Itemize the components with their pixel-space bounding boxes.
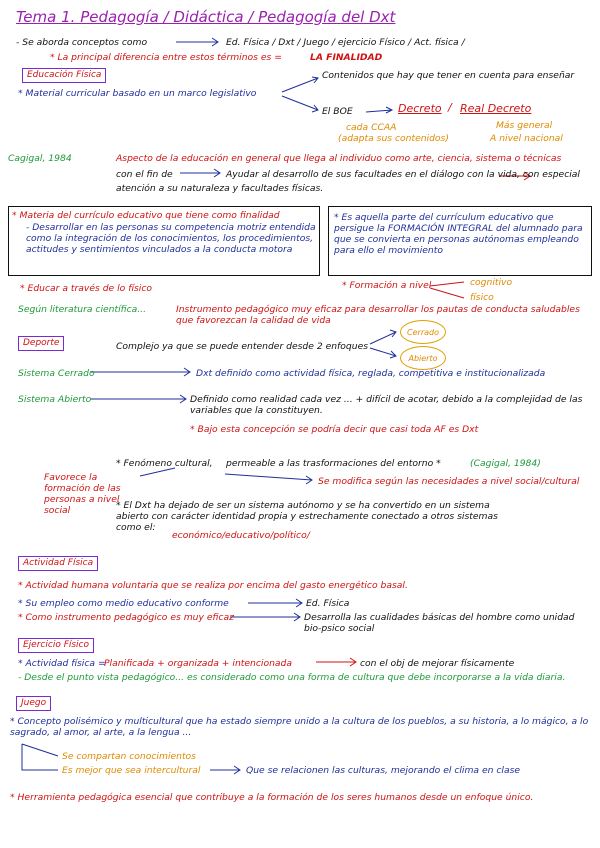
- ef-mas-general: Más general: [496, 120, 553, 131]
- cagigal-line2b: Ayudar al desarrollo de sus facultades en el diálogo con la vida, con especial: [226, 169, 580, 180]
- box-left-heading: * Materia del currículo educativo que tiene como finalidad: [12, 210, 280, 221]
- ef-adapta: (adapta sus contenidos): [338, 133, 449, 144]
- box-right-fisico: físico: [470, 292, 494, 303]
- intro-difference: * La principal diferencia entre estos términos es =: [50, 52, 282, 63]
- af-line1: * Actividad humana voluntaria que se realiza por encima del gasto energético basal.: [18, 580, 408, 591]
- af-line2b: Ed. Física: [306, 598, 350, 609]
- juego-line4: * Herramienta pedagógica esencial que contribuye a la formación de los seres humanos desde un enfoque único.: [10, 792, 534, 803]
- deporte-cerrado-circle: Cerrado: [400, 320, 446, 344]
- box-right-below: * Formación a nivel: [342, 280, 432, 291]
- juego-line1: * Concepto polisémico y multicultural que ha estado siempre unido a la cultura de los pueblos, a su historia, a lo mágico, a lo sagrado, al amor, al arte, a la lengua ...: [10, 716, 589, 738]
- ef-contenidos: Contenidos que hay que tener en cuenta para enseñar: [322, 70, 575, 81]
- ej-line1b: Planificada + organizada + intencionada: [104, 658, 292, 669]
- section-juego: Juego: [16, 696, 51, 711]
- ef-decreto: Decreto: [398, 102, 442, 115]
- fenomeno-dxt-list: económico/educativo/político/: [172, 530, 310, 541]
- juego-line2: Se compartan conocimientos: [62, 751, 196, 762]
- juego-line3: Es mejor que sea intercultural: [62, 765, 201, 776]
- sistema-abierto-text: Definido como realidad cada vez ... + difícil de acotar, debido a la complejidad de las variables que la constituyen.: [190, 394, 583, 416]
- box-right-cognitivo: cognitivo: [470, 277, 513, 288]
- ej-line1: * Actividad física =: [18, 658, 106, 669]
- intro-finality: LA FINALIDAD: [310, 52, 383, 63]
- fenomeno-cite: (Cagigal, 1984): [470, 458, 541, 469]
- af-line2: * Su empleo como medio educativo conforme: [18, 598, 229, 609]
- ef-cada-ccaa: cada CCAA: [346, 122, 397, 133]
- cagigal-line1: Aspecto de la educación en general que llega al individuo como arte, ciencia, sistema o técnicas: [116, 153, 562, 164]
- cagigal-line3: atención a su naturaleza y facultades físicas.: [116, 183, 324, 194]
- fenomeno-dxt: * El Dxt ha dejado de ser un sistema autónomo y se ha convertido en un sistema abierto con carácter identidad propia y estrechamente conectado a otros sistemas como el:: [116, 500, 498, 533]
- ej-line2: - Desde el punto vista pedagógico... es considerado como una forma de cultura que debe incorporarse a la vida diaria.: [18, 672, 566, 683]
- intro-line: - Se aborda conceptos como: [16, 37, 148, 48]
- ef-nivel-nacional: A nivel nacional: [490, 133, 563, 144]
- af-line3: * Como instrumento pedagógico es muy eficaz: [18, 612, 234, 623]
- literatura-text: Instrumento pedagógico muy eficaz para desarrollar los pautas de conducta saludables que favorezcan la calidad de vida: [176, 304, 580, 326]
- section-ejercicio-fisico: Ejercicio Físico: [18, 638, 94, 653]
- ef-material: * Material curricular basado en un marco legislativo: [18, 88, 257, 99]
- af-line3b: Desarrolla las cualidades básicas del hombre como unidad bio-psico social: [304, 612, 575, 634]
- sistema-abierto-note: * Bajo esta concepción se podría decir que casi toda AF es Dxt: [190, 424, 479, 435]
- fenomeno-favorece: Favorece la formación de las personas a nivel social: [44, 472, 121, 516]
- sistema-cerrado-label: Sistema Cerrado: [18, 368, 95, 379]
- box-left-below: * Educar a través de lo físico: [20, 283, 153, 294]
- fenomeno-modifica: Se modifica según las necesidades a nivel social/cultural: [318, 476, 580, 487]
- ej-line1c: con el obj de mejorar físicamente: [360, 658, 515, 669]
- section-educacion-fisica: Educación Física: [22, 68, 106, 83]
- section-actividad-fisica: Actividad Física: [18, 556, 98, 571]
- deporte-text: Complejo ya que se puede entender desde 2 enfoques: [116, 341, 369, 352]
- deporte-abierto-circle: Abierto: [400, 346, 446, 370]
- fenomeno-cultural: * Fenómeno cultural,: [116, 458, 213, 469]
- intro-terms: Ed. Física / Dxt / Juego / ejercicio Físico / Act. física /: [226, 37, 465, 48]
- box-right-body: * Es aquella parte del currículum educativo que persigue la FORMACIÓN INTEGRAL del alumnado para que se convierta en personas autónomas empleando para ello el movimiento: [334, 212, 583, 256]
- slash-divider: /: [448, 101, 452, 114]
- box-left-body: - Desarrollar en las personas su competencia motriz entendida como la integración de los conocimientos, los procedimientos, actitudes y sentimientos vinculados a la conducta motora: [26, 222, 316, 255]
- section-deporte: Deporte: [18, 336, 64, 351]
- sistema-cerrado-text: Dxt definido como actividad física, reglada, competitiva e institucionalizada: [196, 368, 546, 379]
- ef-boe: El BOE: [322, 106, 353, 117]
- page-title: Tema 1. Pedagogía / Didáctica / Pedagogía del Dxt: [16, 8, 396, 26]
- cagigal-author: Cagigal, 1984: [8, 153, 72, 164]
- juego-line3b: Que se relacionen las culturas, mejorando el clima en clase: [246, 765, 521, 776]
- cagigal-line2: con el fin de: [116, 169, 173, 180]
- sistema-abierto-label: Sistema Abierto: [18, 394, 92, 405]
- ef-real-decreto: Real Decreto: [460, 102, 532, 115]
- literatura-label: Según literatura científica...: [18, 304, 147, 315]
- fenomeno-permeable: permeable a las trasformaciones del entorno *: [226, 458, 441, 469]
